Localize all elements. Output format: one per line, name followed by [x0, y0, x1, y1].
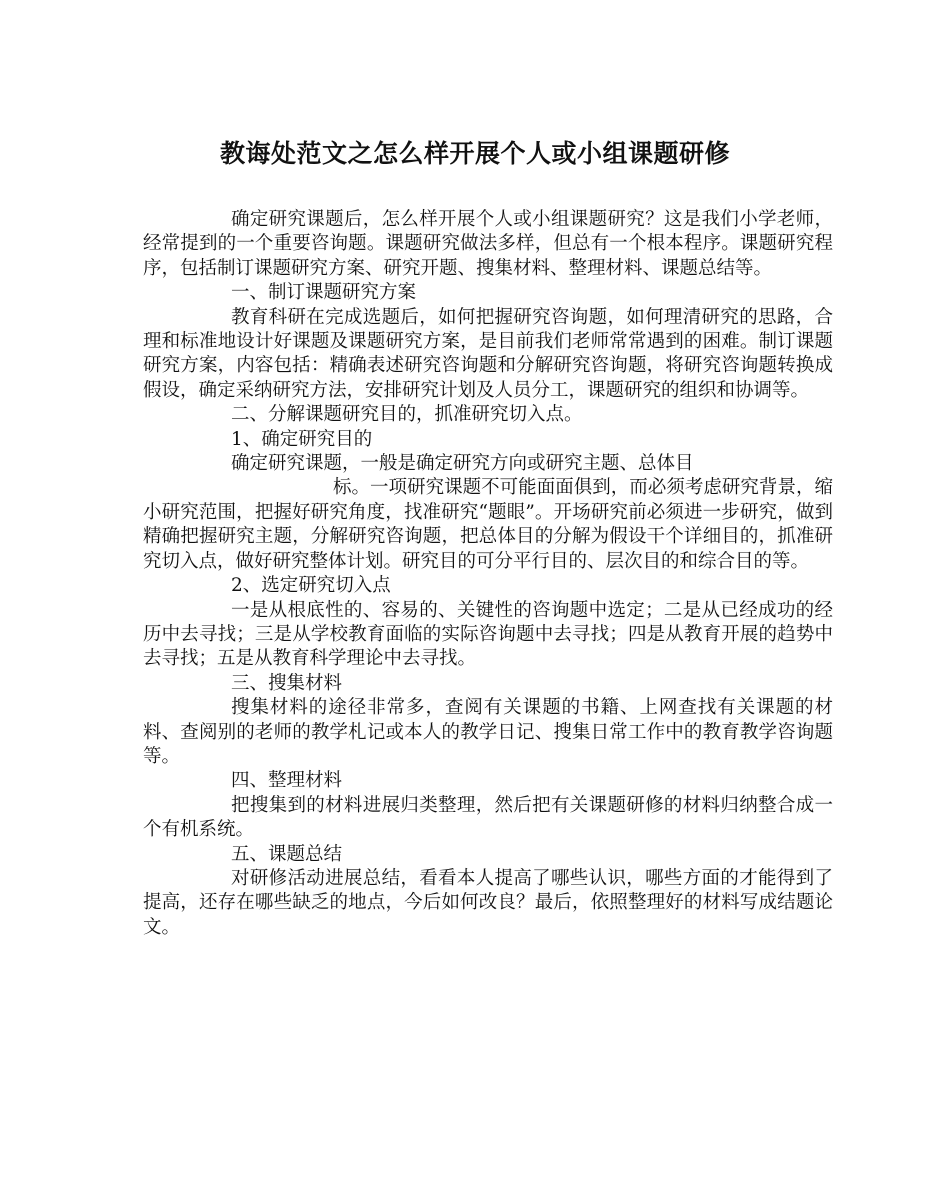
paragraph-2-1-rest: 标。一项研究课题不可能面面俱到，而必须考虑研究背景，缩小研究范围，把握好研究角度，找准研究“题眼”。开场研究前必须进一步研究，做到精确把握研究主题，分解研究咨询题，把总体目的分解为假设干个详细目的，抓准研究切入点，做好研究整体计划。研究目的可分平行目的、层次目的和综合目的等。 [143, 477, 833, 572]
paragraph-2-1-line-1: 确定研究课题，一般是确定研究方向或研究主题、总体目 [231, 453, 694, 475]
section-heading-1: 一、制订课题研究方案 [231, 282, 417, 304]
paragraph-section-4: 把搜集到的材料进展归类整理，然后把有关课题研修的材料归纳整合成一个有机系统。 [143, 794, 833, 841]
subsection-heading-2-1: 1、确定研究目的 [231, 428, 373, 450]
paragraph-intro: 确定研究课题后，怎么样开展个人或小组课题研究？这是我们小学老师，经常提到的一个重要咨询题。课题研究做法多样，但总有一个根本程序。课题研究程序，包括制订课题研究方案、研究开题、搜集材料、整理材料、课题总结等。 [143, 209, 833, 279]
document-body [143, 208, 833, 940]
document-title: 教诲处范文之怎么样开展个人或小组课题研修 [219, 139, 730, 168]
paragraph-section-5: 对研修活动进展总结，看看本人提高了哪些认识，哪些方面的才能得到了提高，还存在哪些缺乏的地点，今后如何改良？最后，依照整理好的材料写成结题论文。 [143, 867, 833, 938]
paragraph-section-3: 搜集材料的途径非常多，查阅有关课题的书籍、上网查找有关课题的材料、查阅别的老师的教学札记或本人的教学日记、搜集日常工作中的教育教学咨询题等。 [143, 697, 833, 767]
paragraph-section-1: 教育科研在完成选题后，如何把握研究咨询题，如何理清研究的思路，合理和标准地设计好课题及课题研究方案，是目前我们老师常常遇到的困难。制订课题研究方案，内容包括：精确表述研究咨询题和分解研究咨询题，将研究咨询题转换成假设，确定采纳研究方法，安排研究计划及人员分工，课题研究的组织和协调等。 [143, 306, 833, 401]
section-heading-3: 三、搜集材料 [231, 672, 343, 694]
section-heading-2: 二、分解课题研究目的，抓准研究切入点。 [231, 404, 583, 426]
paragraph-2-2: 一是从根底性的、容易的、关键性的咨询题中选定；二是从已经成功的经历中去寻找；三是从学校教育面临的实际咨询题中去寻找；四是从教育开展的趋势中去寻找；五是从教育科学理论中去寻找。 [143, 599, 833, 670]
subsection-heading-2-2: 2、选定研究切入点 [231, 575, 391, 597]
section-heading-5: 五、课题总结 [231, 843, 343, 865]
section-heading-4: 四、整理材料 [231, 770, 343, 792]
